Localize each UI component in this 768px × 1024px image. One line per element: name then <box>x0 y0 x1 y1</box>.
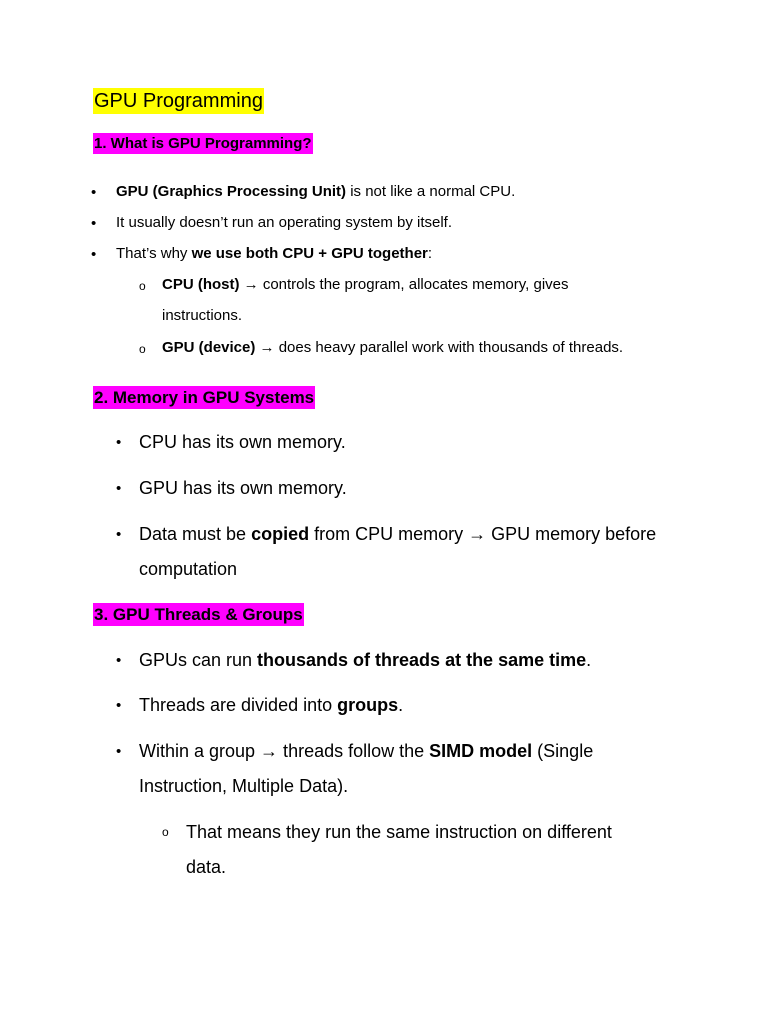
list-item: Threads are divided into groups. <box>139 695 404 715</box>
document-title <box>93 88 264 114</box>
bullet-marker: • <box>116 652 122 669</box>
list-item: CPU has its own memory. <box>139 432 346 452</box>
sub-list-item-continuation: data. <box>186 857 227 877</box>
title-highlight: GPU Programming <box>94 90 263 112</box>
sub-bullet-marker: o <box>162 825 169 839</box>
sub-bullet-marker: o <box>139 279 146 293</box>
bullet-marker: • <box>91 246 97 263</box>
bullet-marker: • <box>116 480 122 497</box>
list-item: GPU (Graphics Processing Unit) is not like a normal CPU. <box>116 183 516 200</box>
list-item: Within a group → threads follow the SIMD model (Single <box>139 741 594 761</box>
bullet-marker: • <box>116 697 122 714</box>
bullet-marker: • <box>116 526 122 543</box>
sub-list-item: GPU (device) → does heavy parallel work with thousands of threads. <box>162 339 624 356</box>
list-item-continuation: Instruction, Multiple Data). <box>139 776 349 796</box>
sub-list-item-continuation: instructions. <box>162 307 243 324</box>
bullet-marker: • <box>116 743 122 760</box>
section-2-heading: 2. Memory in GPU Systems <box>94 388 315 407</box>
section-1-heading: 1. What is GPU Programming? <box>94 135 312 152</box>
list-item: GPU has its own memory. <box>139 478 347 498</box>
section-3-heading: 3. GPU Threads & Groups <box>94 605 303 624</box>
list-item-continuation: computation <box>139 559 238 579</box>
list-item: It usually doesn’t run an operating system by itself. <box>116 214 453 231</box>
list-item: GPUs can run thousands of threads at the same time. <box>139 650 592 670</box>
bullet-marker: • <box>91 215 97 232</box>
bullet-marker: • <box>91 184 97 201</box>
sub-list-item: That means they run the same instruction on different <box>186 822 612 842</box>
sub-bullet-marker: o <box>139 342 146 356</box>
bullet-marker: • <box>116 434 122 451</box>
list-item: That’s why we use both CPU + GPU together: <box>116 245 433 262</box>
list-item: Data must be copied from CPU memory → GPU memory before <box>139 524 657 544</box>
sub-list-item: CPU (host) → controls the program, allocates memory, gives <box>162 276 569 293</box>
